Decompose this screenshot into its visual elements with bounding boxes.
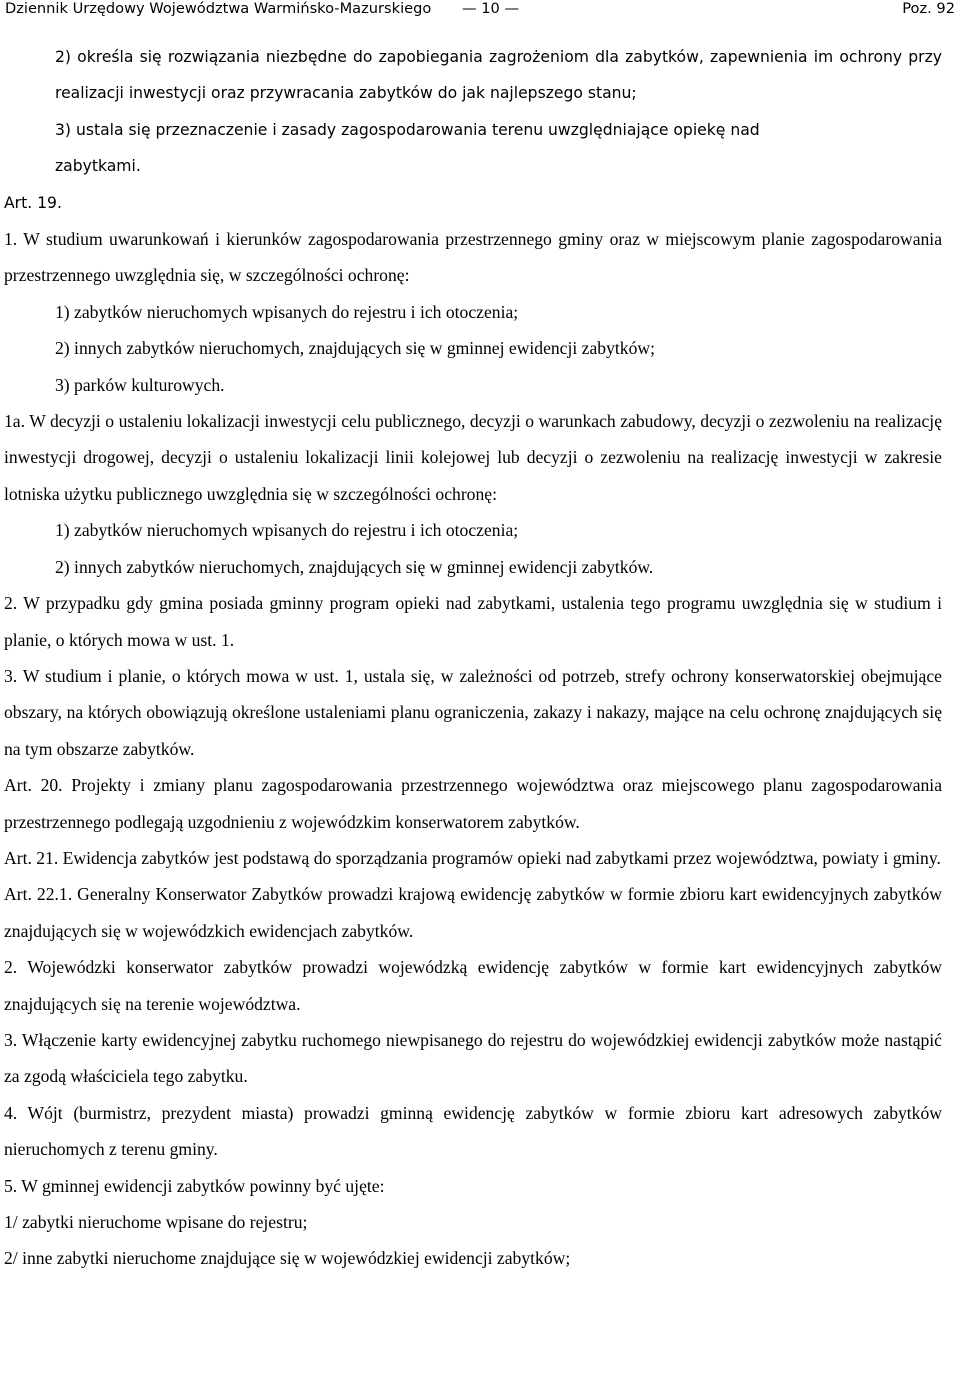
list-item: 1) zabytków nieruchomych wpisanych do rejestru i ich otoczenia; — [55, 301, 519, 322]
article-22-section-2: 2. Wojewódzki konserwator zabytków prowadzi wojewódzką ewidencję zabytków w formie kart ewidencyjnych zabytków znajdujących się na terenie województwa. — [4, 957, 942, 1014]
document-body — [0, 39, 960, 1277]
article-21: Art. 21. Ewidencja zabytków jest podstawą do sporządzania programów opieki nad zabytkami przez województwa, powiaty i gminy. — [4, 847, 941, 868]
list-item: 2/ inne zabytki nieruchome znajdujące się w wojewódzkiej ewidencji zabytków; — [4, 1248, 571, 1269]
paragraph-item-3: 3) ustala się przeznaczenie i zasady zagospodarowania terenu uwzględniające opiekę nad zabytkami. — [55, 120, 760, 176]
article-19-heading: Art. 19. — [4, 193, 62, 212]
article-19-section-3: 3. W studium i planie, o których mowa w ust. 1, ustala się, w zależności od potrzeb, strefy ochrony konserwatorskiej obejmujące obszary, na których obowiązują określone ustaleniami planu ograniczenia, zakazy i nakazy, mające na celu ochronę znajdujących się na tym obszarze zabytków. — [4, 665, 942, 759]
list-item: 2) innych zabytków nieruchomych, znajdujących się w gminnej ewidencji zabytków. — [55, 556, 654, 577]
article-19-section-2: 2. W przypadku gdy gmina posiada gminny program opieki nad zabytkami, ustalenia tego programu uwzględnia się w studium i planie, o których mowa w ust. 1. — [4, 593, 942, 650]
article-22-section-5: 5. W gminnej ewidencji zabytków powinny być ujęte: — [4, 1175, 385, 1196]
article-22-section-4: 4. Wójt (burmistrz, prezydent miasta) prowadzi gminną ewidencję zabytków w formie zbioru kart adresowych zabytków nieruchomych z terenu gminy. — [4, 1102, 942, 1160]
journal-title: Dziennik Urzędowy Województwa Warmińsko-Mazurskiego — [5, 0, 432, 17]
article-20: Art. 20. Projekty i zmiany planu zagospodarowania przestrzennego województwa oraz miejscowego planu zagospodarowania przestrzennego podlegają uzgodnieniu z wojewódzkim konserwatorem zabytków. — [4, 775, 942, 832]
article-22-section-1: Art. 22.1. Generalny Konserwator Zabytków prowadzi krajową ewidencję zabytków w formie zbioru kart ewidencyjnych zabytków znajdujących się w wojewódzkich ewidencjach zabytków. — [4, 884, 942, 941]
article-19-section-1a: 1a. W decyzji o ustaleniu lokalizacji inwestycji celu publicznego, decyzji o warunkach zabudowy, decyzji o zezwoleniu na realizację inwestycji drogowej, decyzji o ustaleniu lokalizacji linii kolejowej lub decyzji o zezwoleniu na realizację inwestycji w zakresie lotniska użytku publicznego uwzględnia się w szczególności ochronę: — [4, 411, 942, 504]
article-19-section-1: 1. W studium uwarunkowań i kierunków zagospodarowania przestrzennego gminy oraz w miejscowym planie zagospodarowania przestrzennego uwzględnia się, w szczególności ochronę: — [4, 229, 942, 286]
page-header — [5, 0, 955, 20]
list-item: 3) parków kulturowych. — [55, 374, 225, 395]
list-item: 2) innych zabytków nieruchomych, znajdujących się w gminnej ewidencji zabytków; — [55, 338, 655, 359]
article-22-section-3: 3. Włączenie karty ewidencyjnej zabytku ruchomego niewpisanego do rejestru do wojewódzkiej ewidencji zabytków może nastąpić za zgodą właściciela tego zabytku. — [4, 1029, 942, 1087]
position-number: Poz. 92 — [902, 0, 955, 17]
paragraph-item-2: 2) określa się rozwiązania niezbędne do zapobiegania zagrożeniom dla zabytków, zapewnienia im ochrony przy realizacji inwestycji oraz przywracania zabytków do jak najlepszego stanu; — [55, 48, 942, 103]
page-number: — 10 — — [462, 0, 520, 17]
list-item: 1/ zabytki nieruchome wpisane do rejestru; — [4, 1212, 308, 1232]
list-item: 1) zabytków nieruchomych wpisanych do rejestru i ich otoczenia; — [55, 520, 519, 541]
